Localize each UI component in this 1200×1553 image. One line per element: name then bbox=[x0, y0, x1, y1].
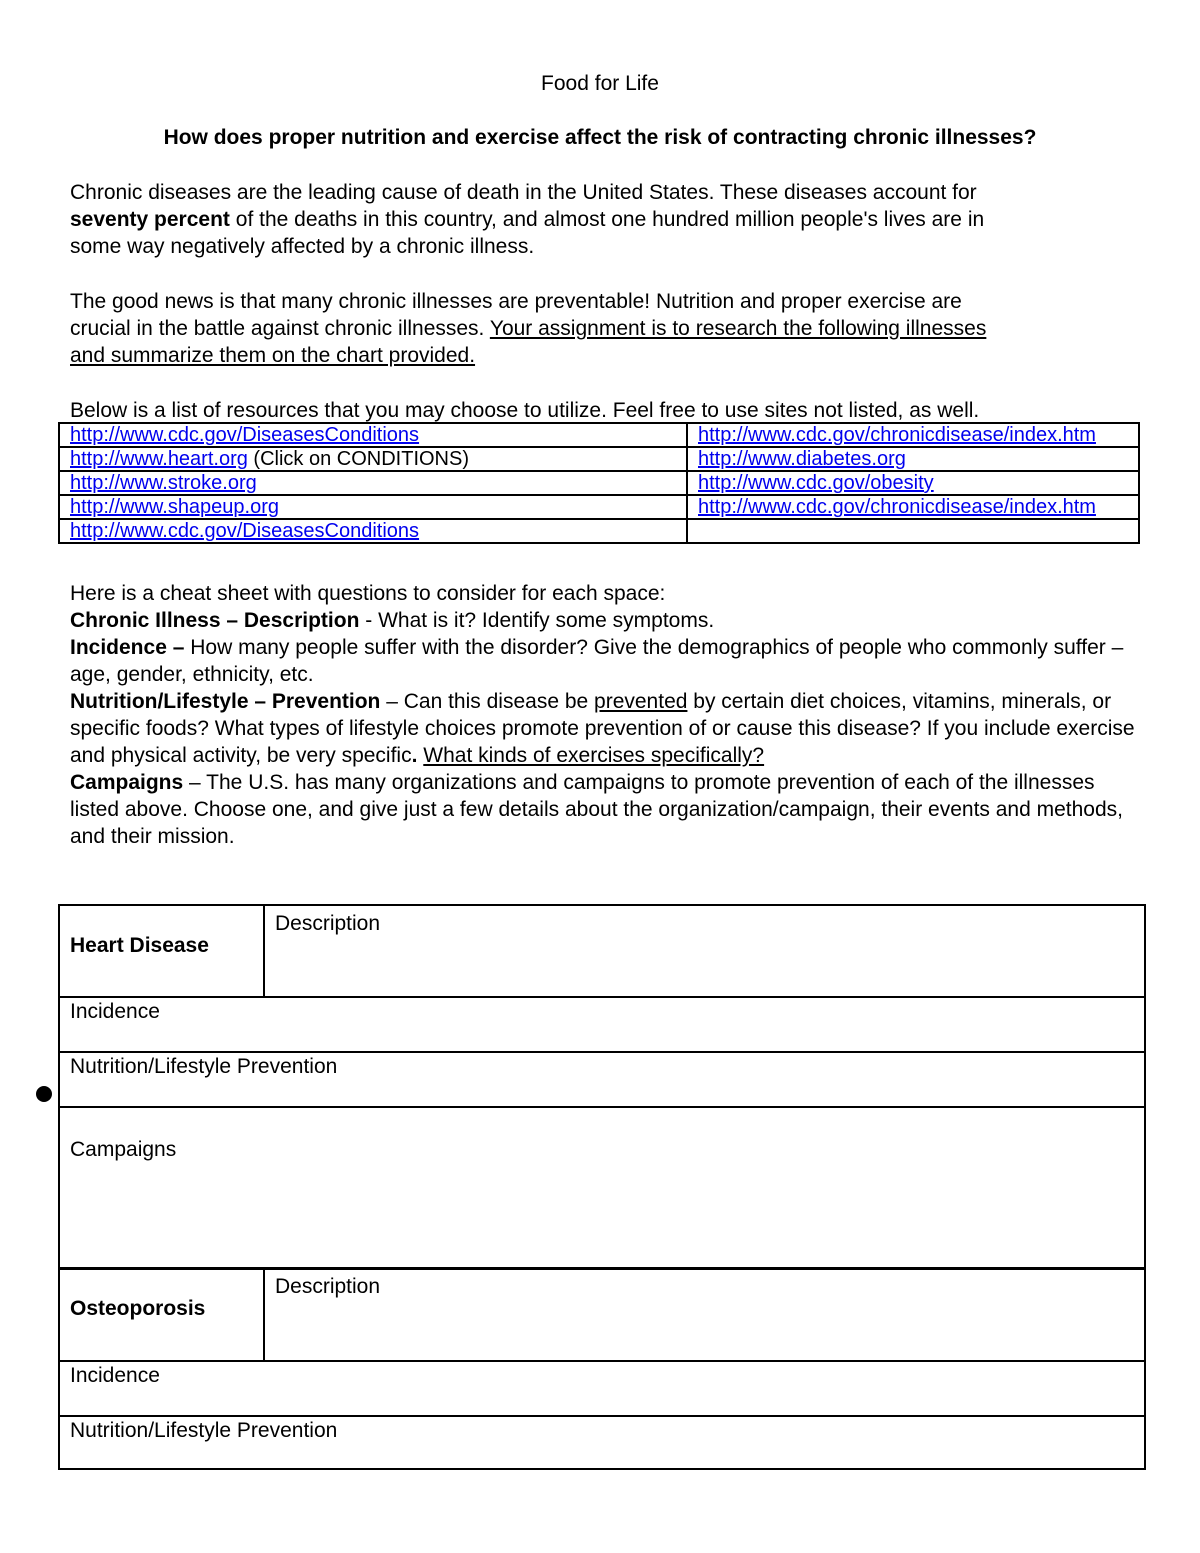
resource-link[interactable]: http://www.cdc.gov/obesity bbox=[698, 472, 934, 494]
intro-text: The good news is that many chronic illnesses are preventable! Nutrition and proper exercise are bbox=[70, 290, 962, 313]
description-row bbox=[60, 906, 1144, 996]
intro-text: some way negatively affected by a chronic illness. bbox=[70, 235, 535, 258]
table-row bbox=[59, 519, 1139, 543]
intro-paragraph-1 bbox=[70, 179, 1140, 260]
cheat-nutrition bbox=[70, 688, 1145, 769]
illness-name: Heart Disease bbox=[70, 934, 209, 957]
campaigns-field[interactable]: Campaigns bbox=[70, 1138, 177, 1161]
cheat-underline: What kinds of exercises specifically? bbox=[423, 744, 765, 767]
cheat-sheet bbox=[70, 580, 1145, 850]
resource-link[interactable]: http://www.cdc.gov/chronicdisease/index.htm bbox=[698, 496, 1096, 518]
incidence-field[interactable]: Incidence bbox=[70, 1000, 160, 1023]
nutrition-row bbox=[60, 1051, 1144, 1106]
empty-cell bbox=[687, 519, 1139, 543]
assignment-text: and summarize them on the chart provided. bbox=[70, 344, 476, 367]
description-field[interactable]: Description bbox=[275, 912, 381, 935]
nutrition-row bbox=[60, 1415, 1144, 1468]
intro-paragraph-2 bbox=[70, 288, 1140, 369]
table-row bbox=[59, 495, 1139, 519]
cheat-text: . bbox=[411, 744, 418, 767]
nutrition-field[interactable]: Nutrition/Lifestyle Prevention bbox=[70, 1419, 338, 1442]
resources-intro: Below is a list of resources that you may choose to utilize. Feel free to use sites not listed, as well. bbox=[70, 399, 980, 422]
incidence-row bbox=[60, 1360, 1144, 1415]
table-row bbox=[59, 471, 1139, 495]
assignment-text: Your assignment is to research the following illnesses bbox=[489, 317, 987, 340]
heart-disease-chart bbox=[58, 904, 1146, 1270]
intro-text: crucial in the battle against chronic illnesses. bbox=[70, 317, 485, 340]
illness-name-cell bbox=[60, 1269, 265, 1360]
cheat-label: Campaigns bbox=[70, 771, 184, 794]
cheat-text: - What is it? Identify some symptoms. bbox=[359, 609, 715, 632]
cheat-campaigns bbox=[70, 769, 1145, 850]
intro-text: of the deaths in this country, and almost one hundred million people's lives are in bbox=[235, 208, 985, 231]
resource-link[interactable]: http://www.cdc.gov/DiseasesConditions bbox=[70, 520, 420, 542]
incidence-field[interactable]: Incidence bbox=[70, 1364, 160, 1387]
cheat-text: How many people suffer with the disorder? Give the demographics of people who commonly suffer – age, gender, ethnicity, etc. bbox=[70, 636, 1124, 686]
table-row bbox=[59, 423, 1139, 447]
resource-note: (Click on CONDITIONS) bbox=[247, 448, 469, 470]
cheat-label: Chronic Illness – Description bbox=[70, 609, 360, 632]
cheat-text: by certain diet choices, vitamins, minerals, or specific foods? What types of lifestyle choices promote prevention of or cause this disease? If you include exercise and physical activity, be very specific bbox=[70, 690, 1135, 767]
resource-link[interactable]: http://www.diabetes.org bbox=[698, 448, 906, 470]
bullet-dot bbox=[36, 1086, 52, 1102]
cheat-intro: Here is a cheat sheet with questions to consider for each space: bbox=[70, 582, 666, 605]
osteoporosis-chart bbox=[58, 1267, 1146, 1470]
cheat-text: – Can this disease be bbox=[380, 690, 595, 713]
cheat-label: Nutrition/Lifestyle – Prevention bbox=[70, 690, 381, 713]
cheat-incidence bbox=[70, 634, 1145, 688]
resources-table bbox=[58, 422, 1140, 544]
resource-link[interactable]: http://www.stroke.org bbox=[70, 472, 257, 494]
nutrition-field[interactable]: Nutrition/Lifestyle Prevention bbox=[70, 1055, 338, 1078]
table-row bbox=[59, 447, 1139, 471]
cheat-label: Incidence – bbox=[70, 636, 185, 659]
cheat-description bbox=[70, 607, 1145, 634]
resource-link[interactable]: http://www.cdc.gov/DiseasesConditions bbox=[70, 424, 420, 446]
resource-link[interactable]: http://www.shapeup.org bbox=[70, 496, 280, 518]
campaigns-row bbox=[60, 1106, 1144, 1268]
description-field[interactable]: Description bbox=[275, 1275, 381, 1298]
cheat-text: – The U.S. has many organizations and campaigns to promote prevention of each of the illnesses listed above. Choose one, and give just a few details about the organization/campaign, their events and methods, and their mission. bbox=[70, 771, 1124, 848]
illness-name: Osteoporosis bbox=[70, 1297, 206, 1320]
illness-name-cell bbox=[60, 906, 265, 996]
resource-link[interactable]: http://www.cdc.gov/chronicdisease/index.htm bbox=[698, 424, 1096, 446]
resource-link[interactable]: http://www.heart.org bbox=[70, 448, 248, 470]
description-row bbox=[60, 1269, 1144, 1360]
intro-text: Chronic diseases are the leading cause of death in the United States. These diseases account for bbox=[70, 181, 977, 204]
essential-question: How does proper nutrition and exercise affect the risk of contracting chronic illnesses? bbox=[163, 126, 1037, 149]
document-title: Food for Life bbox=[541, 72, 659, 95]
incidence-row bbox=[60, 996, 1144, 1051]
intro-bold-text: seventy percent bbox=[70, 208, 230, 231]
cheat-underline: prevented bbox=[594, 690, 688, 713]
